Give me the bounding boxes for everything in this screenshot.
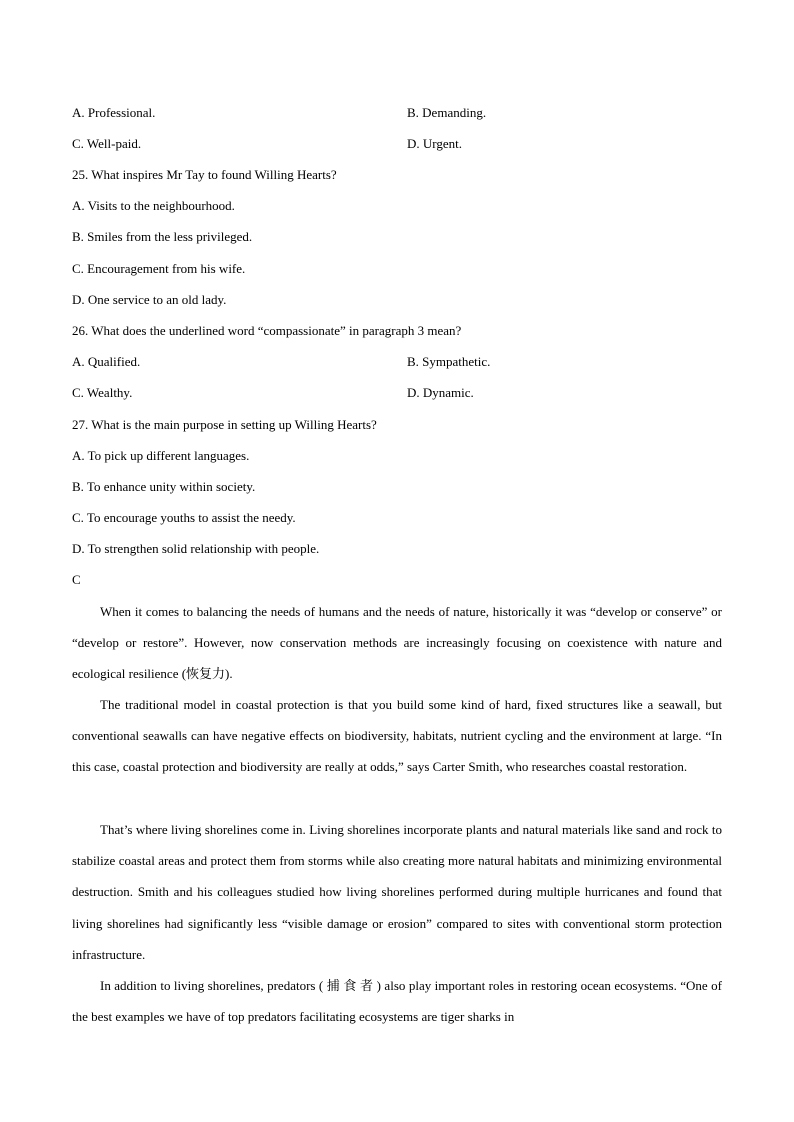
q25-option-b: B. Smiles from the less privileged. (72, 229, 253, 244)
passage-c-paragraph-4: In addition to living shorelines, predators ( 捕 食 者 ) also play important roles in restoring ocean ecosystems. “One of the best examples we have of top predators facilitating ecosystems are tiger sharks in (72, 978, 722, 1025)
q26-option-a: A. Qualified. (72, 354, 141, 369)
q27-option-a: A. To pick up different languages. (72, 448, 250, 463)
passage-c-paragraph-3: That’s where living shorelines come in. Living shorelines incorporate plants and natural materials like sand and rock to stabilize coastal areas and protect them from storms while also creating more natural habitats and minimizing environmental destruction. Smith and his colleagues studied how living shorelines performed during multiple hurricanes and found that living shorelines had significantly less “visible damage or erosion” compared to sites with conventional storm protection infrastructure. (72, 822, 722, 962)
q24-option-d: D. Urgent. (407, 136, 463, 151)
q25-question: 25. What inspires Mr Tay to found Willing Hearts? (72, 167, 337, 182)
q26-option-d: D. Dynamic. (407, 385, 474, 400)
passage-c-paragraph-2: The traditional model in coastal protection is that you build some kind of hard, fixed structures like a seawall, but conventional seawalls can have negative effects on biodiversity, habitats, nutrient cycling and the environment at large. “In this case, coastal protection and biodiversity are really at odds,” says Carter Smith, who researches coastal restoration. (72, 697, 722, 775)
passage-c-paragraph-1: When it comes to balancing the needs of humans and the needs of nature, historically it was “develop or conserve” or “develop or restore”. However, now conservation methods are increasingly focusing on coexistence with nature and ecological resilience (恢复力). (72, 604, 722, 682)
q27-option-b: B. To enhance unity within society. (72, 479, 256, 494)
q26-option-c: C. Wealthy. (72, 385, 133, 400)
q26-option-b: B. Sympathetic. (407, 354, 491, 369)
q27-question: 27. What is the main purpose in setting up Willing Hearts? (72, 417, 377, 432)
q24-option-a: A. Professional. (72, 105, 156, 120)
q24-option-b: B. Demanding. (407, 105, 487, 120)
q25-option-d: D. One service to an old lady. (72, 292, 227, 307)
q27-option-d: D. To strengthen solid relationship with people. (72, 541, 320, 556)
q24-option-c: C. Well-paid. (72, 136, 142, 151)
q26-question: 26. What does the underlined word “compassionate” in paragraph 3 mean? (72, 323, 462, 338)
passage-c-letter: C (72, 572, 81, 587)
q25-option-a: A. Visits to the neighbourhood. (72, 198, 235, 213)
q25-option-c: C. Encouragement from his wife. (72, 261, 246, 276)
q27-option-c: C. To encourage youths to assist the needy. (72, 510, 296, 525)
